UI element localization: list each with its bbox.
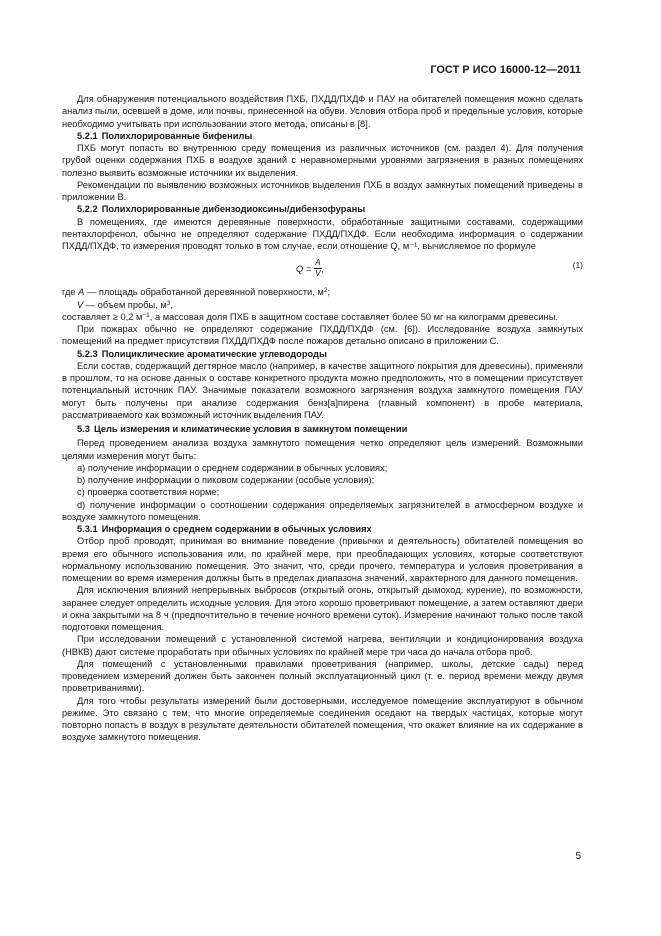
section-number: 5.2.1 xyxy=(77,130,98,141)
paragraph: Перед проведением анализа воздуха замкнутого помещения четко определяют цель измерений. Возможными целями измерения могут быть: xyxy=(62,438,583,461)
document-header: ГОСТ Р ИСО 16000-12—2011 xyxy=(430,64,581,76)
section-title: Цель измерения и климатические условия в замкнутом помещении xyxy=(93,424,408,434)
def-superscript: 3 xyxy=(166,299,171,307)
section-title: Информация о среднем содержании в обычных условиях xyxy=(101,524,372,534)
paragraph: ПХБ могут попасть во внутреннюю среду помещения из различных источников (см. раздел 4). Для получения грубой оценки содержания ПХБ в воздухе зданий с неравномерными уровнями загрязнения в разных помещениях полезно выявить возможные источники их выделения. xyxy=(62,143,583,178)
paragraph: Отбор проб проводят, принимая во внимание поведение (привычки и деятельность) обитателей помещения во время его обычного использования или, по крайней мере, при преобладающих условиях, которые соответствуют нормальному использованию помещения. Это значит, что, среди прочего, температура и условия проветривания в помещении во время измерения должны быть в пределах диапазона значений, характерного для данного помещения. xyxy=(62,536,583,583)
formula-fraction xyxy=(314,258,321,279)
document-body xyxy=(62,93,583,744)
section-number: 5.2.2 xyxy=(77,204,98,215)
formula-lhs: Q = xyxy=(296,263,312,274)
section-heading-5-2-2 xyxy=(62,203,583,215)
section-heading-5-2-3 xyxy=(62,348,583,360)
cond-post: , а массовая доля ПХБ в защитном составе составляет более 50 мг на килограмм древесины. xyxy=(149,311,558,322)
paragraph: Для помещений с установленными правилами проветривания (например, школы, детские сады) перед проведением измерений должен быть закончен полный эксплуатационный цикл (т. е. период времени между двумя проветриваниями). xyxy=(62,658,583,694)
formula-end: , xyxy=(321,263,325,274)
section-heading-5-3 xyxy=(62,423,583,435)
formula-1 xyxy=(62,253,583,285)
section-heading-5-2-1 xyxy=(62,130,583,142)
paragraph: При пожарах обычно не определяют содержание ПХДД/ПХДФ (см. [6]). Исследование воздуха замкнутых помещений на предмет присутствия ПХДД/ПХДФ после пожаров детально описано в приложении С. xyxy=(62,324,583,347)
page-number: 5 xyxy=(575,851,581,862)
def-superscript: 2 xyxy=(323,287,328,295)
list-item: d) получение информации о соотношении содержания определяемых загрязнителей в атмосферном воздухе и воздухе замкнутого помещения. xyxy=(62,499,583,522)
condition-paragraph xyxy=(62,311,583,323)
formula-number: (1) xyxy=(572,260,583,271)
fraction-denominator: V xyxy=(315,269,321,279)
list-item: b) получение информации о пиковом содержании (особые условия); xyxy=(77,475,375,485)
section-number: 5.3.1 xyxy=(77,524,98,534)
paragraph: Если состав, содержащий дегтярное масло (например, в качестве защитного покрытия для древесины), применяли в прошлом, то на основе данных о составе конкретного продукта можно предположить, что в помещении присутствует потенциальный источник ПАУ. Значимые показатели возможного загрязнения воздуха замкнутого помещения ПАУ могут быть получены при анализе содержания бенз[а]пирена (главный компонент) в пробе материала, рассматриваемого как возможный источник выделения ПАУ. xyxy=(62,360,583,420)
formula-expression xyxy=(296,258,324,279)
paragraph: Для того чтобы результаты измерений были достоверными, исследуемое помещение эксплуатируют в обычном режиме. Это связано с тем, что многие определяемые соединения оседают на твердых частицах, которые могут повторно попасть в воздух в результате деятельности обитателей помещения, что окажет влияние на их содержание в воздухе замкнутого помещения. xyxy=(62,695,583,743)
list-item: c) проверка соответствия норме; xyxy=(77,487,220,498)
section-heading-5-3-1 xyxy=(62,523,583,535)
def-text: — площадь обработанной деревянной поверхности, м xyxy=(84,287,324,298)
paragraph: В помещениях, где имеются деревянные поверхности, обработанные защитными составами, содержащими пентахлорфенол, обычно не определяют содержание ПХДД/ПХДФ. Если необходима информация о содержании ПХДД/ПХДФ, то измерения проводят только в том случае, если отношение Q, м⁻¹, вычисляемое по формуле xyxy=(62,216,583,251)
section-title: Полициклические ароматические углеводороды xyxy=(101,348,327,359)
section-number: 5.3 xyxy=(77,424,90,434)
def-end: ; xyxy=(327,287,331,298)
fraction-numerator: A xyxy=(315,258,321,268)
section-title: Полихлорированные дибензодиоксины/дибензофураны xyxy=(101,204,366,215)
def-end: , xyxy=(170,299,173,310)
definition-v xyxy=(62,299,583,311)
def-symbol: V xyxy=(77,299,84,310)
paragraph: Для исключения влияний непрерывных выбросов (открытый огонь, открытый дымоход, курение), по возможности, заранее следует определить исходные условия. Для этого хорошо проветривают помещение, а затем оставляют двери и окна закрытыми на 8 ч (предпочтительно в течение ночного времени суток). Измерение начинают только после такой подготовки помещения. xyxy=(62,585,583,632)
def-symbol: A xyxy=(78,287,85,298)
def-prefix: где xyxy=(62,287,79,298)
cond-pre: составляет ≥ 0,2 м xyxy=(62,311,143,322)
definition-a xyxy=(62,286,583,298)
list-item: a) получение информации о среднем содержании в обычных условиях; xyxy=(77,462,388,473)
cond-superscript: −1 xyxy=(142,311,150,319)
section-number: 5.2.3 xyxy=(77,348,98,359)
def-text: — объем пробы, м xyxy=(83,299,167,310)
paragraph: При исследовании помещений с установленной системой нагрева, вентиляции и кондиционирования воздуха (НВКВ) дают системе проработать при обычных условиях по крайней мере три часа до начала отбора проб. xyxy=(62,634,583,657)
paragraph: Для обнаружения потенциального воздействия ПХБ, ПХДД/ПХДФ и ПАУ на обитателей помещения можно сделать анализ пыли, осевшей в доме, или почвы, принесенной на обуви. Условия отбора проб и предельные условия, которые необходимо учитывать при использовании этого метода, описаны в [8]. xyxy=(62,94,583,129)
paragraph: Рекомендации по выявлению возможных источников выделения ПХБ в воздух замкнутых помещений приведены в приложении В. xyxy=(62,179,583,202)
section-title: Полихлорированные бифенилы xyxy=(101,130,253,141)
